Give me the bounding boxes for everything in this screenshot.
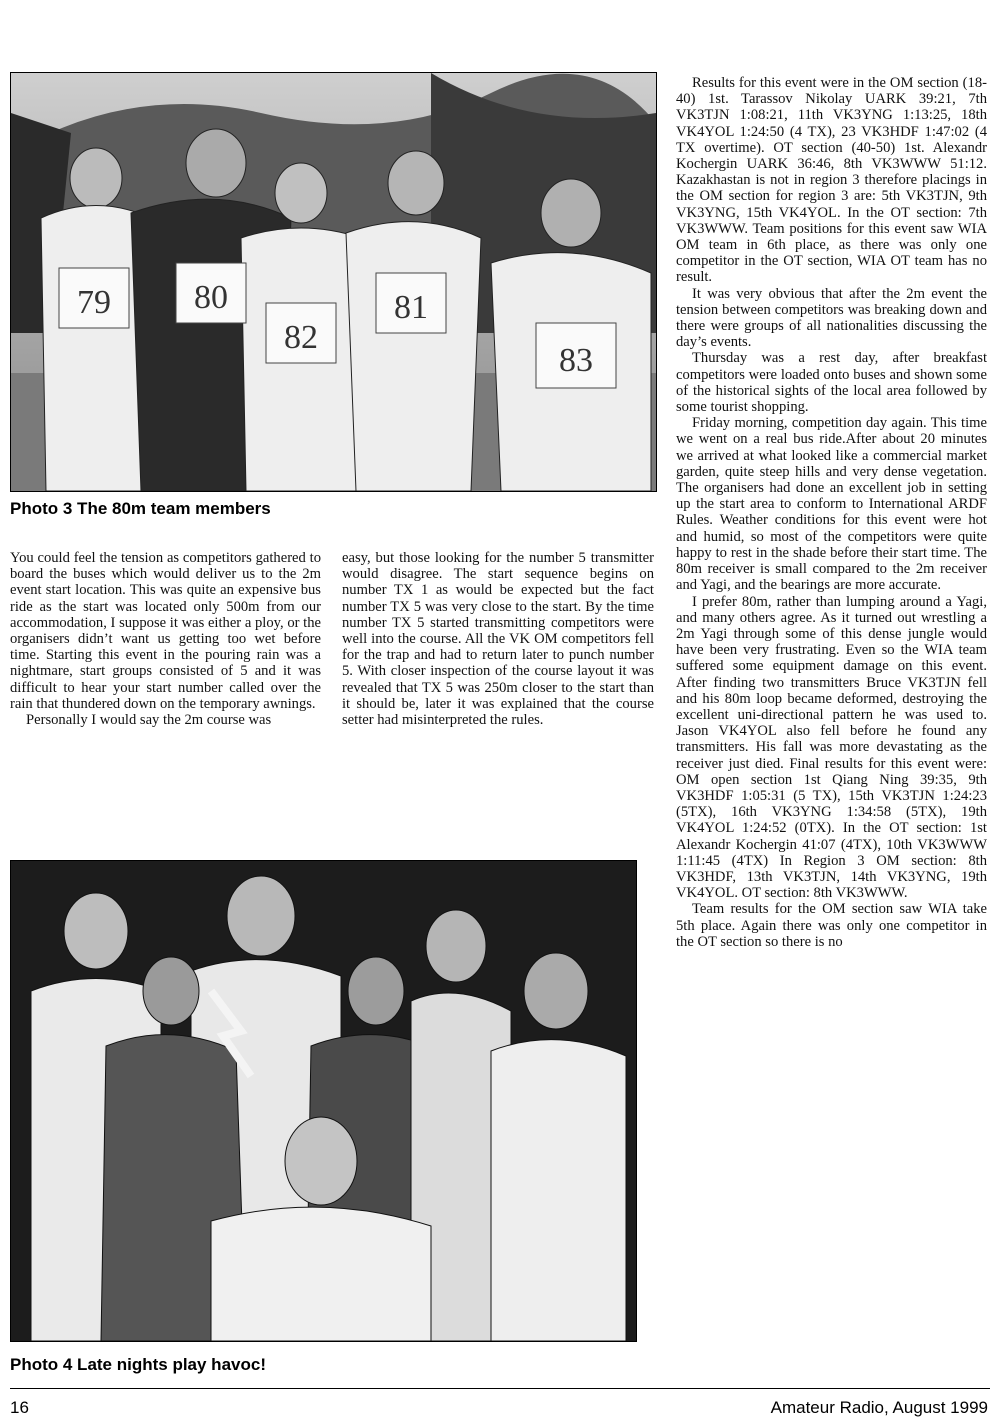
publication-title: Amateur Radio, August 1999 xyxy=(770,1398,988,1417)
bib-number: 79 xyxy=(77,284,111,321)
column-2 xyxy=(342,550,654,728)
paragraph: Personally I would say the 2m course was xyxy=(26,712,272,729)
bib-number: 82 xyxy=(284,319,318,356)
paragraph: Results for this event were in the OM section (18-40) 1st. Tarassov Nikolay UARK 39:21, 7th VK3TJN 1:08:21, 11th VK3YNG 1:13:25, 18th VK4YOL 1:24:50 (4 TX), 23 VK3HDF 1:47:02 (4 TX overtime). OT section (40-50) 1st. Alexandr Kochergin UARK 36:46, 8th VK3WWW 51:12. Kazakhastan is not in region 3 therefore placings in the OM section for region 3 are: 5th VK3TJN, 9th VK3YNG, 15th VK4YOL. In the OT section: 7th VK3WWW. Team positions for this event saw WIA OM team in 6th place, as there was only one competitor in the OT section, WIA OT team has no result. xyxy=(676,75,987,286)
paragraph: Friday morning, competition day again. This time we went on a real bus ride.After about 20 minutes we arrived at what looked like a commercial market garden, quite steep hills and very dense vegetation. The organisers had done an excellent job in setting up the start area to conform to International ARDF Rules. Weather conditions for this event were hot and humid, so most of the competitors were quite happy to rest in the shade before their start time. The 80m receiver is small compared to the 2m receiver and Yagi, and the bearings are more accurate. xyxy=(676,415,987,594)
column-1 xyxy=(10,550,321,728)
bib-number: 80 xyxy=(194,279,228,316)
bib-number: 81 xyxy=(394,289,428,326)
column-3 xyxy=(676,75,987,950)
footer-rule xyxy=(10,1388,990,1389)
paragraph: easy, but those looking for the number 5 transmitter would disagree. The start sequence begins on number TX 1 as would be expected but the fact number TX 5 was very close to the start. By the time number TX 5 started transmitting competitors were well into the course. All the VK OM competitors fell for the trap and had to return later to punch number 5. With closer inspection of the course layout it was revealed that TX 5 was 250m closer to the start than it should be, later it was explained that the course setter had misinterpreted the rules. xyxy=(342,550,654,729)
page-number: 16 xyxy=(10,1398,29,1417)
bib-number: 83 xyxy=(559,342,593,379)
paragraph: It was very obvious that after the 2m event the tension between competitors was breaking down and there were groups of all nationalities discussing the day’s events. xyxy=(676,285,987,351)
photo-late-nights xyxy=(10,860,637,1342)
photo3-caption: Photo 3 The 80m team members xyxy=(10,499,271,518)
paragraph: Team results for the OM section saw WIA take 5th place. Again there was only one competitor in the OT section so there is no xyxy=(676,901,987,950)
photo-80m-team xyxy=(10,72,657,492)
photo4-caption: Photo 4 Late nights play havoc! xyxy=(10,1355,266,1374)
paragraph: Thursday was a rest day, after breakfast competitors were loaded onto buses and shown some of the historical sights of the local area followed by some tourist shopping. xyxy=(676,350,987,416)
paragraph: You could feel the tension as competitors gathered to board the buses which would deliver us to the 2m event start location. This was quite an expensive bus ride as the start was located only 500m from our accommodation, I suppose it was either a ploy, or the organisers didn’t want us getting too wet before time. Starting this event in the pouring rain was a nightmare, start groups consisted of 5 and it was difficult to hear your start number called over the rain that thundered down on the temporary awnings. xyxy=(10,550,321,712)
paragraph: I prefer 80m, rather than lumping around a Yagi, and many others agree. As it turned out wrestling a 2m Yagi through some of this dense jungle would have been very frustrating. Even so the WIA team suffered some equipment damage on this event. After finding two transmitters Bruce VK3TJN fell and his 80m loop became deformed, destroying the excellent uni-directional pattern he was used to. Jason VK4YOL also fell before he found any transmitters. His fall was more devastating as the receiver just died. Final results for this event were: OM open section 1st Qiang Ning 39:35, 9th VK3HDF 1:05:31 (5 TX), 15th VK3TJN 1:24:23 (5TX), 16th VK3YNG 1:34:58 (5TX), 19th VK4YOL 1:24:52 (0TX). In the OT section: 1st Alexandr Kochergin 41:07 (4TX), 10th VK3WWW 1:11:45 (4TX) In Region 3 OM section: 8th VK3HDF, 13th VK3TJN, 14th VK3YNG, 19th VK4YOL. OT section: 8th VK3WWW. xyxy=(676,593,987,902)
